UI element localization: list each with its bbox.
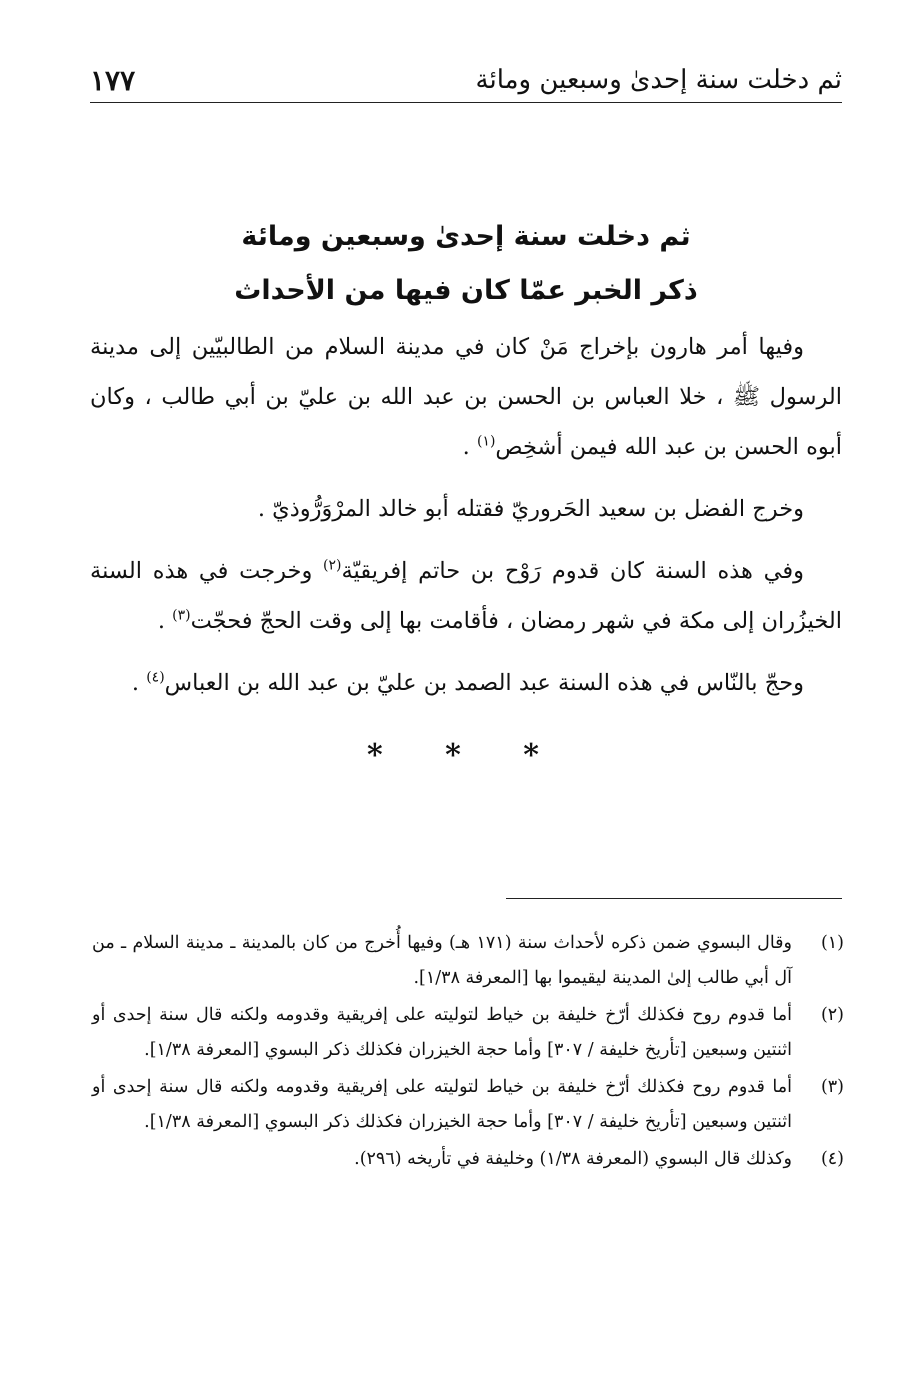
paragraph (90, 658, 842, 708)
paragraph-text: . (462, 434, 477, 460)
footnote-number: (٤) (820, 1149, 844, 1169)
footnote-number: (٢) (820, 1005, 844, 1025)
footnote (92, 1142, 844, 1177)
footnote-text: وقال البسوي ضمن ذكره لأحداث سنة (١٧١ هـ) وفيها أُخرج من كان بالمدينة ـ مدينة السلام ـ من آل أبي طالب إلىٰ المدينة ليقيموا بها [المعرفة ١/٣٨]. (92, 933, 792, 988)
section-title: ذكر الخبر عمّا كان فيها من الأحداث (234, 275, 698, 306)
paragraph-text: وحجّ بالنّاس في هذه السنة عبد الصمد بن عليّ بن عبد الله بن العباس (164, 670, 804, 696)
paragraph-text: . (157, 608, 173, 634)
chapter-headings (90, 210, 842, 318)
paragraph (90, 484, 842, 534)
paragraph-text: وخرج الفضل بن سعيد الحَروريّ فقتله أبو خالد المرْوَرُّوذيّ . (257, 496, 804, 522)
paragraph (90, 546, 842, 646)
footnote (92, 998, 844, 1067)
footnote-ref: (٤) (146, 669, 165, 686)
running-header (90, 58, 842, 103)
footnote-ref: (١) (476, 433, 496, 450)
footnote (92, 1070, 844, 1139)
section-separator: * * * (367, 738, 565, 773)
paragraph (90, 322, 842, 472)
footnote-text: وكذلك قال البسوي (المعرفة ١/٣٨) وخليفة في تأريخه (٢٩٦). (354, 1149, 792, 1169)
footnotes (92, 926, 844, 1180)
footnote-text: أما قدوم روح فكذلك أرّخ خليفة بن خياط لتوليته على إفريقية وقدومه ولكنه قال سنة إحدى أو اثنتين وسبعين [تأريخ خليفة / ٣٠٧] وأما حجة الخيزران فكذلك ذكر البسوي [المعرفة ١/٣٨]. (92, 1077, 792, 1132)
footnote-ref: (٢) (323, 557, 342, 574)
page-number: ١٧٧ (90, 63, 136, 97)
footnote-text: أما قدوم روح فكذلك أرّخ خليفة بن خياط لتوليته على إفريقية وقدومه ولكنه قال سنة إحدى أو اثنتين وسبعين [تأريخ خليفة / ٣٠٧] وأما حجة الخيزران فكذلك ذكر البسوي [المعرفة ١/٣٨]. (92, 1005, 792, 1060)
paragraph-text: وفي هذه السنة كان قدوم رَوْح بن حاتم إفريقيّة (341, 558, 804, 584)
running-title: ثم دخلت سنة إحدىٰ وسبعين ومائة (475, 65, 842, 95)
footnote-number: (٣) (820, 1077, 844, 1097)
footnote-number: (١) (820, 933, 844, 953)
paragraph-text: . (131, 670, 147, 696)
paragraph-text: وخرجت في هذه السنة الخيزُران إلى مكة في شهر رمضان ، فأقامت بها إلى وقت الحجّ فحجّت (90, 558, 842, 634)
footnote-ref: (٣) (172, 607, 191, 624)
paragraph-text: وفيها أمر هارون بإخراج مَنْ كان في مدينة السلام من الطالبيّين إلى مدينة الرسول ﷺ ، خلا العباس بن الحسن بن عبد الله بن عليّ بن أبي طالب ، وكان أبوه الحسن بن عبد الله فيمن أشخِص (90, 334, 842, 460)
footnote (92, 926, 844, 995)
footnote-divider (506, 898, 842, 899)
chapter-title: ثم دخلت سنة إحدىٰ وسبعين ومائة (241, 221, 691, 252)
main-text (90, 322, 842, 720)
